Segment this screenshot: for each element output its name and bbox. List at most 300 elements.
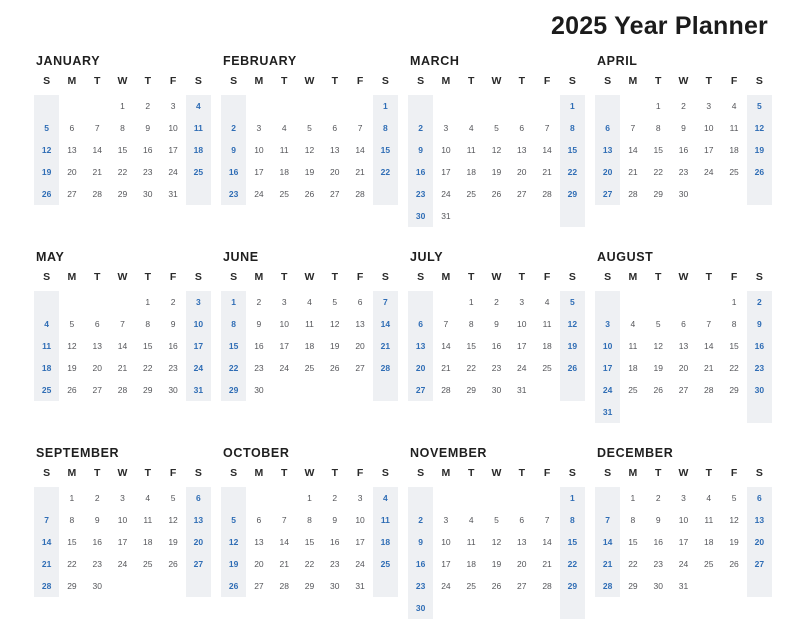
day-cell[interactable]: 12 [729,515,739,525]
day-cell[interactable]: 7 [373,291,398,313]
day-cell[interactable]: 2 [681,101,686,111]
day-cell[interactable]: 1 [731,297,737,307]
day-cell[interactable]: 26 [747,161,772,183]
day-cell[interactable]: 9 [256,319,262,329]
day-cell[interactable]: 5 [332,297,338,307]
day-cell[interactable]: 4 [307,297,312,307]
day-cell[interactable]: 19 [491,559,502,569]
day-cell[interactable]: 11 [305,319,314,329]
day-cell[interactable]: 31 [355,581,365,591]
day-cell[interactable]: 20 [254,559,264,569]
day-cell[interactable]: 1 [468,297,474,307]
day-cell[interactable]: 4 [630,319,636,329]
day-cell[interactable]: 2 [494,297,499,307]
day-cell[interactable]: 22 [67,559,77,569]
day-cell[interactable]: 23 [143,167,153,177]
day-cell[interactable]: 7 [630,123,636,133]
day-cell[interactable]: 19 [747,139,772,161]
day-cell[interactable]: 5 [307,123,312,133]
day-cell[interactable]: 9 [408,531,433,553]
day-cell[interactable]: 27 [747,553,772,575]
day-cell[interactable]: 7 [595,509,620,531]
day-cell[interactable]: 15 [653,145,663,155]
day-cell[interactable]: 21 [279,559,289,569]
day-cell[interactable]: 23 [221,183,246,205]
day-cell[interactable]: 13 [330,145,340,155]
day-cell[interactable]: 3 [256,123,262,133]
day-cell[interactable]: 26 [34,183,59,205]
day-cell[interactable]: 19 [653,363,663,373]
day-cell[interactable]: 21 [595,553,620,575]
day-cell[interactable]: 10 [168,123,178,133]
day-cell[interactable]: 25 [186,161,211,183]
day-cell[interactable]: 23 [168,363,178,373]
day-cell[interactable]: 26 [168,559,178,569]
day-cell[interactable]: 24 [355,559,365,569]
day-cell[interactable]: 5 [560,291,585,313]
day-cell[interactable]: 7 [443,319,449,329]
day-cell[interactable]: 19 [34,161,59,183]
day-cell[interactable]: 22 [117,167,128,177]
day-cell[interactable]: 18 [186,139,211,161]
day-cell[interactable]: 12 [168,515,178,525]
day-cell[interactable]: 28 [355,189,365,199]
day-cell[interactable]: 1 [145,297,151,307]
day-cell[interactable]: 26 [560,357,585,379]
day-cell[interactable]: 4 [468,515,474,525]
day-cell[interactable]: 12 [221,531,246,553]
day-cell[interactable]: 28 [373,357,398,379]
day-cell[interactable]: 8 [145,319,151,329]
day-cell[interactable]: 12 [330,319,340,329]
day-cell[interactable]: 5 [731,493,737,503]
day-cell[interactable]: 14 [373,313,398,335]
day-cell[interactable]: 6 [256,515,262,525]
day-cell[interactable]: 10 [117,515,128,525]
day-cell[interactable]: 14 [704,341,714,351]
day-cell[interactable]: 8 [468,319,474,329]
day-cell[interactable]: 15 [67,537,77,547]
day-cell[interactable]: 30 [678,189,689,199]
day-cell[interactable]: 16 [330,537,340,547]
day-cell[interactable]: 30 [747,379,772,401]
day-cell[interactable]: 24 [704,167,714,177]
day-cell[interactable]: 26 [304,189,315,199]
day-cell[interactable]: 18 [373,531,398,553]
day-cell[interactable]: 29 [304,581,315,591]
day-cell[interactable]: 25 [466,581,476,591]
day-cell[interactable]: 15 [628,537,638,547]
day-cell[interactable]: 24 [186,357,211,379]
day-cell[interactable]: 10 [704,123,714,133]
day-cell[interactable]: 6 [747,487,772,509]
day-cell[interactable]: 2 [655,493,661,503]
day-cell[interactable]: 17 [254,167,264,177]
day-cell[interactable]: 12 [304,145,315,155]
day-cell[interactable]: 4 [186,95,211,117]
day-cell[interactable]: 7 [706,319,712,329]
day-cell[interactable]: 15 [117,145,128,155]
day-cell[interactable]: 11 [34,335,59,357]
day-cell[interactable]: 21 [542,167,552,177]
day-cell[interactable]: 12 [491,537,502,547]
day-cell[interactable]: 16 [653,537,663,547]
day-cell[interactable]: 9 [145,123,151,133]
day-cell[interactable]: 4 [281,123,287,133]
day-cell[interactable]: 13 [747,509,772,531]
day-cell[interactable]: 25 [143,559,153,569]
day-cell[interactable]: 15 [373,139,398,161]
day-cell[interactable]: 17 [279,341,289,351]
day-cell[interactable]: 27 [254,581,264,591]
day-cell[interactable]: 29 [117,189,128,199]
day-cell[interactable]: 14 [34,531,59,553]
day-cell[interactable]: 18 [628,363,638,373]
day-cell[interactable]: 9 [170,319,176,329]
day-cell[interactable]: 3 [443,123,449,133]
day-cell[interactable]: 13 [678,341,689,351]
day-cell[interactable]: 24 [678,559,689,569]
day-cell[interactable]: 6 [69,123,75,133]
day-cell[interactable]: 17 [678,537,689,547]
day-cell[interactable]: 28 [628,189,638,199]
day-cell[interactable]: 28 [542,581,552,591]
day-cell[interactable]: 3 [186,291,211,313]
day-cell[interactable]: 19 [221,553,246,575]
day-cell[interactable]: 6 [519,123,525,133]
day-cell[interactable]: 13 [186,509,211,531]
day-cell[interactable]: 30 [491,385,502,395]
day-cell[interactable]: 6 [186,487,211,509]
day-cell[interactable]: 15 [221,335,246,357]
day-cell[interactable]: 16 [221,161,246,183]
day-cell[interactable]: 5 [747,95,772,117]
day-cell[interactable]: 19 [304,167,315,177]
day-cell[interactable]: 2 [408,117,433,139]
day-cell[interactable]: 10 [517,319,527,329]
day-cell[interactable]: 9 [655,515,661,525]
day-cell[interactable]: 14 [441,341,451,351]
day-cell[interactable]: 24 [441,189,451,199]
day-cell[interactable]: 27 [408,379,433,401]
day-cell[interactable]: 28 [595,575,620,597]
day-cell[interactable]: 4 [731,101,737,111]
day-cell[interactable]: 23 [653,559,663,569]
day-cell[interactable]: 10 [595,335,620,357]
day-cell[interactable]: 26 [67,385,77,395]
day-cell[interactable]: 10 [441,145,451,155]
day-cell[interactable]: 8 [655,123,661,133]
day-cell[interactable]: 13 [595,139,620,161]
day-cell[interactable]: 31 [441,211,451,221]
day-cell[interactable]: 9 [494,319,499,329]
day-cell[interactable]: 14 [542,537,552,547]
day-cell[interactable]: 14 [92,145,102,155]
day-cell[interactable]: 19 [491,167,502,177]
day-cell[interactable]: 21 [117,363,128,373]
day-cell[interactable]: 22 [560,553,585,575]
day-cell[interactable]: 25 [542,363,552,373]
day-cell[interactable]: 26 [491,581,502,591]
day-cell[interactable]: 9 [408,139,433,161]
day-cell[interactable]: 17 [186,335,211,357]
day-cell[interactable]: 11 [628,341,638,351]
day-cell[interactable]: 8 [307,515,312,525]
day-cell[interactable]: 1 [560,95,585,117]
day-cell[interactable]: 25 [628,385,638,395]
day-cell[interactable]: 3 [595,313,620,335]
day-cell[interactable]: 7 [34,509,59,531]
day-cell[interactable]: 1 [655,101,661,111]
day-cell[interactable]: 7 [544,515,550,525]
day-cell[interactable]: 1 [69,493,75,503]
day-cell[interactable]: 3 [170,101,176,111]
day-cell[interactable]: 11 [704,515,714,525]
day-cell[interactable]: 3 [443,515,449,525]
day-cell[interactable]: 6 [357,297,363,307]
day-cell[interactable]: 2 [221,117,246,139]
day-cell[interactable]: 5 [494,123,499,133]
day-cell[interactable]: 3 [281,297,287,307]
day-cell[interactable]: 23 [678,167,689,177]
day-cell[interactable]: 29 [729,385,739,395]
day-cell[interactable]: 12 [747,117,772,139]
day-cell[interactable]: 5 [69,319,75,329]
day-cell[interactable]: 17 [441,167,451,177]
day-cell[interactable]: 5 [34,117,59,139]
day-cell[interactable]: 26 [491,189,502,199]
day-cell[interactable]: 16 [168,341,178,351]
day-cell[interactable]: 17 [595,357,620,379]
day-cell[interactable]: 29 [560,183,585,205]
day-cell[interactable]: 22 [560,161,585,183]
day-cell[interactable]: 18 [34,357,59,379]
day-cell[interactable]: 2 [747,291,772,313]
day-cell[interactable]: 11 [542,319,552,329]
day-cell[interactable]: 30 [92,581,102,591]
day-cell[interactable]: 8 [630,515,636,525]
day-cell[interactable]: 23 [408,575,433,597]
day-cell[interactable]: 16 [92,537,102,547]
day-cell[interactable]: 29 [67,581,77,591]
day-cell[interactable]: 14 [628,145,638,155]
day-cell[interactable]: 7 [120,319,125,329]
day-cell[interactable]: 24 [117,559,128,569]
day-cell[interactable]: 19 [67,363,77,373]
day-cell[interactable]: 25 [34,379,59,401]
day-cell[interactable]: 30 [143,189,153,199]
day-cell[interactable]: 31 [517,385,527,395]
day-cell[interactable]: 4 [34,313,59,335]
day-cell[interactable]: 17 [355,537,365,547]
day-cell[interactable]: 29 [466,385,476,395]
day-cell[interactable]: 9 [747,313,772,335]
day-cell[interactable]: 11 [729,123,739,133]
day-cell[interactable]: 6 [408,313,433,335]
day-cell[interactable]: 16 [143,145,153,155]
day-cell[interactable]: 8 [221,313,246,335]
day-cell[interactable]: 22 [466,363,476,373]
day-cell[interactable]: 19 [560,335,585,357]
day-cell[interactable]: 27 [92,385,102,395]
day-cell[interactable]: 1 [120,101,125,111]
day-cell[interactable]: 20 [67,167,77,177]
day-cell[interactable]: 22 [729,363,739,373]
day-cell[interactable]: 5 [655,319,661,329]
day-cell[interactable]: 16 [408,553,433,575]
day-cell[interactable]: 20 [517,167,527,177]
day-cell[interactable]: 21 [355,167,365,177]
day-cell[interactable]: 4 [373,487,398,509]
day-cell[interactable]: 22 [628,559,638,569]
day-cell[interactable]: 8 [560,509,585,531]
day-cell[interactable]: 25 [304,363,315,373]
day-cell[interactable]: 11 [466,145,476,155]
day-cell[interactable]: 20 [408,357,433,379]
day-cell[interactable]: 8 [731,319,737,329]
day-cell[interactable]: 18 [704,537,714,547]
day-cell[interactable]: 28 [441,385,451,395]
day-cell[interactable]: 30 [254,385,264,395]
day-cell[interactable]: 24 [279,363,289,373]
day-cell[interactable]: 22 [221,357,246,379]
day-cell[interactable]: 27 [355,363,365,373]
day-cell[interactable]: 10 [186,313,211,335]
day-cell[interactable]: 15 [560,139,585,161]
day-cell[interactable]: 2 [256,297,262,307]
day-cell[interactable]: 19 [330,341,340,351]
day-cell[interactable]: 2 [332,493,338,503]
day-cell[interactable]: 20 [517,559,527,569]
day-cell[interactable]: 7 [357,123,363,133]
day-cell[interactable]: 27 [517,581,527,591]
day-cell[interactable]: 2 [145,101,151,111]
day-cell[interactable]: 9 [681,123,686,133]
day-cell[interactable]: 14 [595,531,620,553]
day-cell[interactable]: 14 [542,145,552,155]
day-cell[interactable]: 29 [221,379,246,401]
day-cell[interactable]: 12 [560,313,585,335]
day-cell[interactable]: 11 [466,537,476,547]
day-cell[interactable]: 10 [355,515,365,525]
day-cell[interactable]: 6 [681,319,686,329]
day-cell[interactable]: 24 [595,379,620,401]
day-cell[interactable]: 22 [304,559,315,569]
day-cell[interactable]: 8 [560,117,585,139]
day-cell[interactable]: 10 [254,145,264,155]
day-cell[interactable]: 16 [254,341,264,351]
day-cell[interactable]: 24 [254,189,264,199]
day-cell[interactable]: 13 [254,537,264,547]
day-cell[interactable]: 24 [168,167,178,177]
day-cell[interactable]: 21 [373,335,398,357]
day-cell[interactable]: 13 [67,145,77,155]
day-cell[interactable]: 10 [678,515,689,525]
day-cell[interactable]: 23 [330,559,340,569]
day-cell[interactable]: 2 [170,297,176,307]
day-cell[interactable]: 30 [168,385,178,395]
day-cell[interactable]: 20 [92,363,102,373]
day-cell[interactable]: 25 [279,189,289,199]
day-cell[interactable]: 21 [704,363,714,373]
day-cell[interactable]: 11 [186,117,211,139]
day-cell[interactable]: 9 [221,139,246,161]
day-cell[interactable]: 13 [92,341,102,351]
day-cell[interactable]: 25 [704,559,714,569]
day-cell[interactable]: 26 [653,385,663,395]
day-cell[interactable]: 8 [373,117,398,139]
day-cell[interactable]: 20 [747,531,772,553]
day-cell[interactable]: 16 [678,145,689,155]
day-cell[interactable]: 22 [143,363,153,373]
day-cell[interactable]: 20 [355,341,365,351]
day-cell[interactable]: 13 [517,537,527,547]
day-cell[interactable]: 27 [67,189,77,199]
day-cell[interactable]: 14 [117,341,128,351]
day-cell[interactable]: 25 [466,189,476,199]
day-cell[interactable]: 5 [170,493,176,503]
day-cell[interactable]: 15 [729,341,739,351]
day-cell[interactable]: 17 [117,537,128,547]
day-cell[interactable]: 16 [491,341,502,351]
day-cell[interactable]: 3 [706,101,712,111]
day-cell[interactable]: 14 [355,145,365,155]
day-cell[interactable]: 30 [408,205,433,227]
day-cell[interactable]: 4 [145,493,151,503]
day-cell[interactable]: 21 [92,167,102,177]
day-cell[interactable]: 1 [560,487,585,509]
day-cell[interactable]: 27 [330,189,340,199]
day-cell[interactable]: 25 [729,167,739,177]
day-cell[interactable]: 6 [595,117,620,139]
day-cell[interactable]: 22 [373,161,398,183]
day-cell[interactable]: 6 [94,319,100,329]
day-cell[interactable]: 18 [279,167,289,177]
day-cell[interactable]: 31 [186,379,211,401]
day-cell[interactable]: 31 [678,581,689,591]
day-cell[interactable]: 10 [441,537,451,547]
day-cell[interactable]: 17 [517,341,527,351]
day-cell[interactable]: 30 [330,581,340,591]
day-cell[interactable]: 12 [34,139,59,161]
day-cell[interactable]: 17 [168,145,178,155]
day-cell[interactable]: 29 [143,385,153,395]
day-cell[interactable]: 3 [681,493,686,503]
day-cell[interactable]: 18 [143,537,153,547]
day-cell[interactable]: 21 [441,363,451,373]
day-cell[interactable]: 23 [408,183,433,205]
day-cell[interactable]: 15 [143,341,153,351]
day-cell[interactable]: 24 [517,363,527,373]
day-cell[interactable]: 16 [408,161,433,183]
day-cell[interactable]: 14 [279,537,289,547]
day-cell[interactable]: 23 [92,559,102,569]
day-cell[interactable]: 6 [519,515,525,525]
day-cell[interactable]: 11 [279,145,289,155]
day-cell[interactable]: 9 [94,515,100,525]
day-cell[interactable]: 12 [491,145,502,155]
day-cell[interactable]: 12 [653,341,663,351]
day-cell[interactable]: 22 [653,167,663,177]
day-cell[interactable]: 3 [519,297,525,307]
day-cell[interactable]: 6 [332,123,338,133]
day-cell[interactable]: 18 [729,145,739,155]
day-cell[interactable]: 11 [143,515,153,525]
day-cell[interactable]: 29 [628,581,638,591]
day-cell[interactable]: 12 [67,341,77,351]
day-cell[interactable]: 23 [254,363,264,373]
day-cell[interactable]: 28 [92,189,102,199]
